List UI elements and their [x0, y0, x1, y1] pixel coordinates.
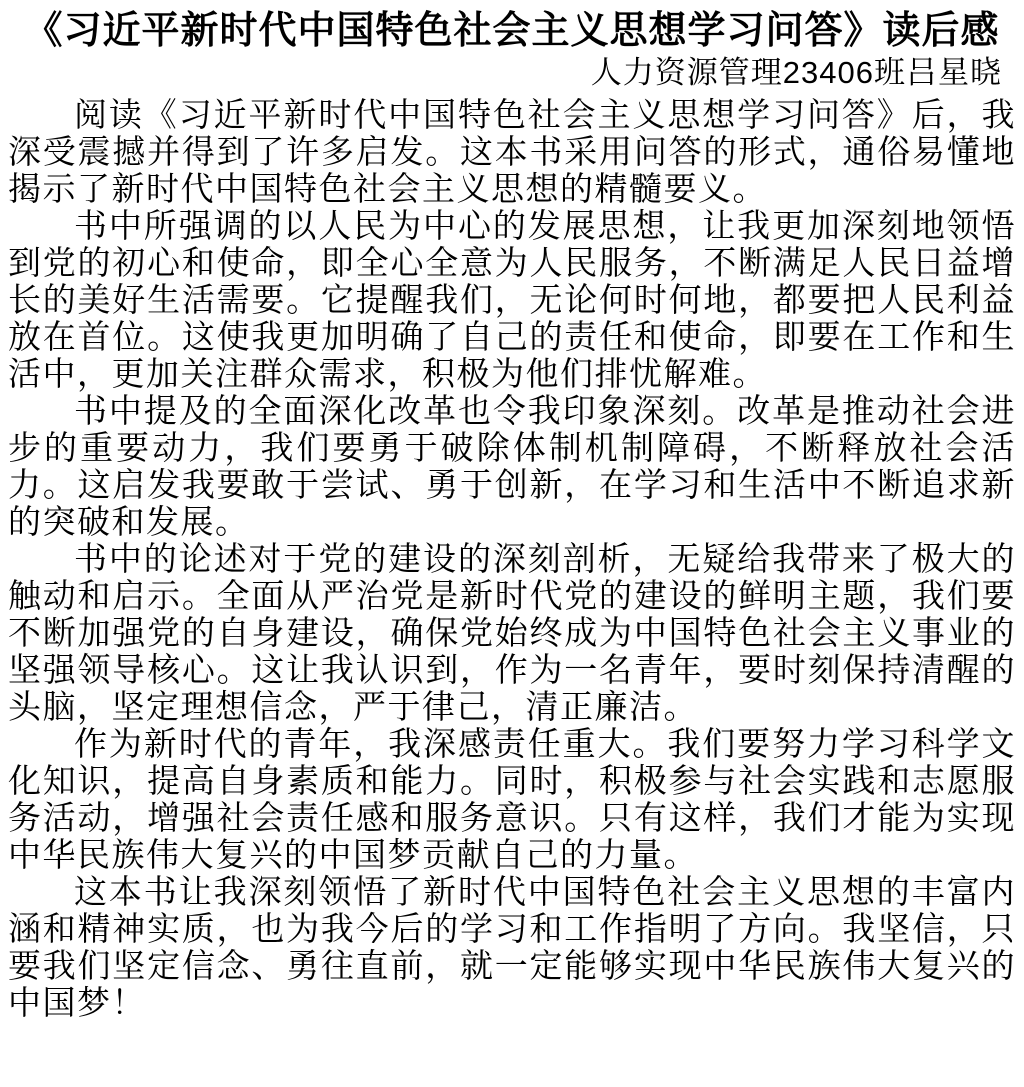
document-byline: 人力资源管理23406班吕星晓 — [590, 55, 1002, 90]
document-body — [8, 96, 1016, 1021]
paragraph-reform: 书中提及的全面深化改革也令我印象深刻。改革是推动社会进步的重要动力，我们要勇于破除体制机制障碍，不断释放社会活力。这启发我要敢于尝试、勇于创新，在学习和生活中不断追求新的突破和发展。 — [8, 392, 1016, 540]
paragraph-people-centered: 书中所强调的以人民为中心的发展思想，让我更加深刻地领悟到党的初心和使命，即全心全意为人民服务，不断满足人民日益增长的美好生活需要。它提醒我们，无论何时何地，都要把人民利益放在首位。这使我更加明确了自己的责任和使命，即要在工作和生活中，更加关注群众需求，积极为他们排忧解难。 — [8, 207, 1016, 392]
paragraph-youth-responsibility: 作为新时代的青年，我深感责任重大。我们要努力学习科学文化知识，提高自身素质和能力。同时，积极参与社会实践和志愿服务活动，增强社会责任感和服务意识。只有这样，我们才能为实现中华民族伟大复兴的中国梦贡献自己的力量。 — [8, 725, 1016, 873]
paragraph-party-building: 书中的论述对于党的建设的深刻剖析，无疑给我带来了极大的触动和启示。全面从严治党是新时代党的建设的鲜明主题，我们要不断加强党的自身建设，确保党始终成为中国特色社会主义事业的坚强领导核心。这让我认识到，作为一名青年，要时刻保持清醒的头脑，坚定理想信念，严于律己，清正廉洁。 — [8, 540, 1016, 725]
document-title: 《习近平新时代中国特色社会主义思想学习问答》读后感 — [24, 10, 1000, 52]
paragraph-intro: 阅读《习近平新时代中国特色社会主义思想学习问答》后，我深受震撼并得到了许多启发。这本书采用问答的形式，通俗易懂地揭示了新时代中国特色社会主义思想的精髓要义。 — [8, 96, 1016, 207]
paragraph-conclusion: 这本书让我深刻领悟了新时代中国特色社会主义思想的丰富内涵和精神实质，也为我今后的学习和工作指明了方向。我坚信，只要我们坚定信念、勇往直前，就一定能够实现中华民族伟大复兴的中国梦！ — [8, 873, 1016, 1021]
